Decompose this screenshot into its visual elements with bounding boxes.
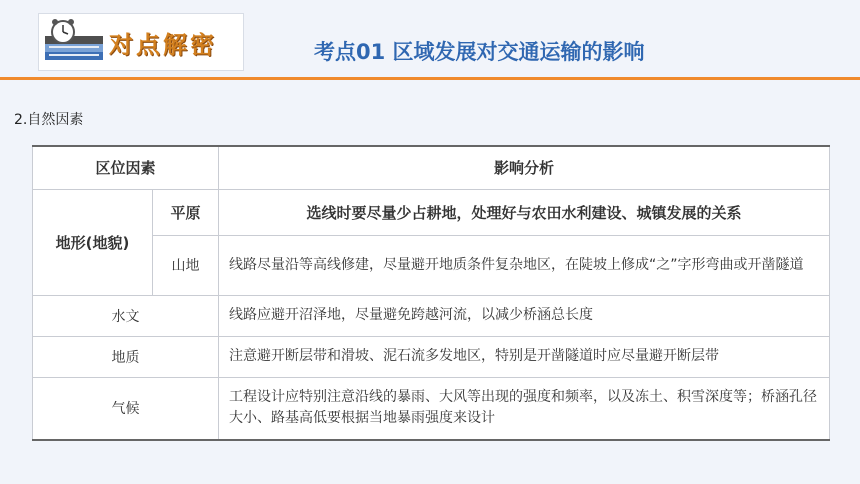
header-factor: 区位因素 (33, 146, 219, 189)
table-row (33, 295, 830, 336)
climate-analysis: 工程设计应特别注意沿线的暴雨、大风等出现的强度和频率，以及冻土、积雪深度等；桥涵孔径大小、路基高低要根据当地暴雨强度来设计 (219, 377, 830, 440)
climate-label: 气候 (33, 377, 219, 440)
header (0, 0, 860, 78)
section-heading: 2.自然因素 (14, 112, 84, 128)
plain-label: 平原 (153, 189, 219, 235)
table-row (33, 336, 830, 377)
hydrology-label: 水文 (33, 295, 219, 336)
hydrology-analysis: 线路应避开沼泽地，尽量避免跨越河流，以减少桥涵总长度 (219, 295, 830, 336)
logo-badge (38, 13, 244, 71)
books-clock-icon (43, 18, 109, 66)
factors-table (32, 145, 830, 441)
terrain-label: 地形(地貌) (33, 189, 153, 295)
mountain-analysis: 线路尽量沿等高线修建，尽量避开地质条件复杂地区，在陡坡上修成“之”字形弯曲或开凿隧道 (219, 235, 830, 295)
table-row-mountain (33, 235, 830, 295)
table-row (33, 377, 830, 440)
table-row-plain (33, 189, 830, 235)
header-divider (0, 77, 860, 80)
page-title: 考点01 区域发展对交通运输的影响 (314, 40, 645, 64)
table-header-row (33, 146, 830, 189)
geology-analysis: 注意避开断层带和滑坡、泥石流多发地区，特别是开凿隧道时应尽量避开断层带 (219, 336, 830, 377)
logo-text: 对点解密 (109, 30, 217, 59)
geology-label: 地质 (33, 336, 219, 377)
header-analysis: 影响分析 (219, 146, 830, 189)
plain-analysis: 选线时要尽量少占耕地，处理好与农田水利建设、城镇发展的关系 (219, 189, 830, 235)
mountain-label: 山地 (153, 235, 219, 295)
